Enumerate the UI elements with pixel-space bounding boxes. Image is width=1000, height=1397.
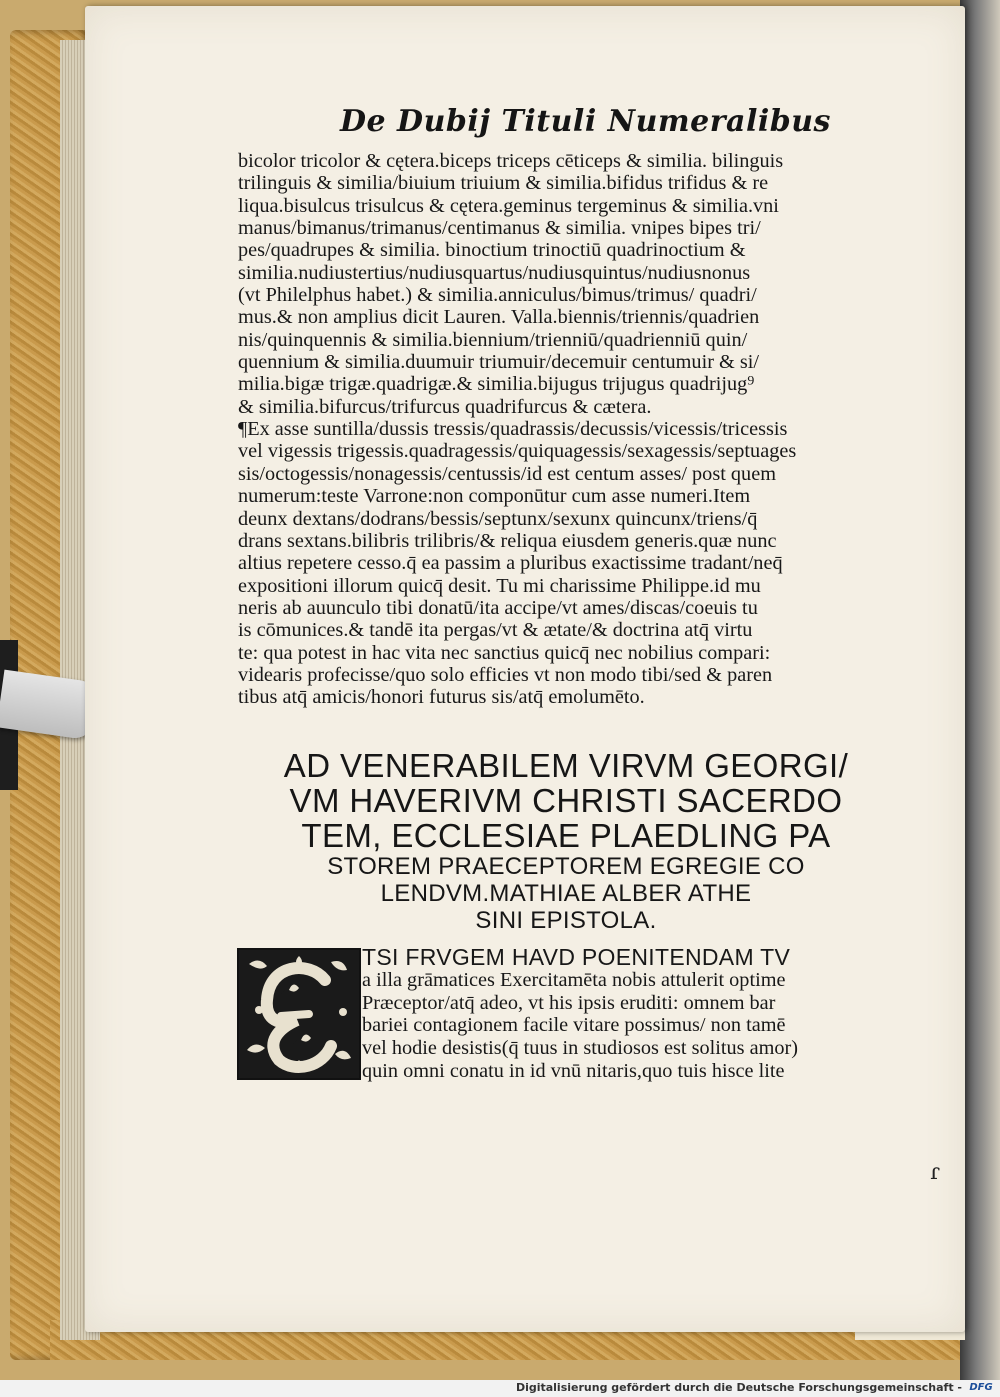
text-line: drans sextans.bilibris trilibris/& reliqua eiusdem generis.quæ nunc <box>238 529 777 552</box>
text-line: ¶Ex asse suntilla/dussis tressis/quadrassis/decussis/vicessis/tricessis <box>238 418 788 441</box>
text-line: vel hodie desistis(q̄ tuus in studiosos est solitus amor) <box>362 1037 799 1060</box>
text-line: is cōmunices.& tandē ita pergas/vt & ætate/& doctrina atq̄ virtu <box>238 619 753 642</box>
text-line: tibus atq̄ amicis/honori futurus sis/atq̄ emolumēto. <box>238 686 645 709</box>
heading-line: STOREM PRAECEPTOREM EGREGIE CO <box>327 853 805 880</box>
text-line: milia.bigæ trigæ.quadrigæ.& similia.bijugus trijugus quadrijug⁹ <box>238 373 755 396</box>
text-line: videaris profecisse/quo solo efficies vt non modo tibi/sed & paren <box>238 663 773 686</box>
text-line: sis/octogessis/nonagessis/centussis/id est centum asses/ post quem <box>238 462 776 485</box>
text-line: neris ab auunculo tibi donatū/ita accipe/vt ames/discas/coeuis tu <box>238 596 758 619</box>
floral-initial-icon <box>239 950 359 1078</box>
text-line: altius repetere cesso.q̄ ea passim a pluribus exactissime tradant/neq̄ <box>238 552 783 575</box>
footer-bar <box>0 1380 1000 1397</box>
running-head: De Dubij Tituli Numeralibus <box>340 104 831 139</box>
text-line: manus/bimanus/trimanus/centimanus & similia. vnipes bipes tri/ <box>238 217 761 240</box>
scanner-edge <box>960 0 1000 1380</box>
text-line: nis/quinquennis & similia.biennium/trienniū/quadrienniū quin/ <box>238 328 748 351</box>
heading-line: SINI EPISTOLA. <box>475 907 657 934</box>
text-line: a illa grāmatices Exercitamēta nobis attulerit optime <box>362 968 786 991</box>
text-line: & similia.bifurcus/trifurcus quadrifurcus & cætera. <box>238 395 652 418</box>
text-line: bicolor tricolor & cętera.biceps triceps cēticeps & similia. bilinguis <box>238 150 784 172</box>
heading-line: TEM, ECCLESIAE PLAEDLING PA <box>301 817 831 854</box>
text-line: similia.nudiustertius/nudiusquartus/nudiusquintus/nudiusnonus <box>238 261 751 284</box>
text-line: liqua.bisulcus trisulcus & cętera.geminus tergeminus & similia.vni <box>238 194 779 217</box>
text-line: (vt Philelphus habet.) & similia.anniculus/bimus/trimus/ quadri/ <box>238 284 757 307</box>
body-text <box>238 150 888 709</box>
heading-line: AD VENERABILEM VIRVM GEORGI/ <box>283 747 849 784</box>
heading-line: VM HAVERIVM CHRISTI SACERDO <box>289 782 843 819</box>
dfg-logo: DFG <box>969 1382 993 1393</box>
text-line: deunx dextans/dodrans/bessis/septunx/sexunx quincunx/triens/q̄ <box>238 507 758 530</box>
text-line: pes/quadrupes & similia. binoctium trinoctiū quadrinoctium & <box>238 239 746 262</box>
text-line: quin omni conatu in id vnū nitaris,quo tuis hisce lite <box>362 1059 785 1082</box>
decorated-initial-e <box>237 948 361 1080</box>
text-line: mus.& non amplius dicit Lauren. Valla.biennis/triennis/quadrien <box>238 306 760 329</box>
funding-credit: Digitalisierung gefördert durch die Deutsche Forschungsgemeinschaft - <box>515 1381 962 1394</box>
text-line: TSI FRVGEM HAVD POENITENDAM TV <box>362 944 791 970</box>
heading-line: LENDVM.MATHIAE ALBER ATHE <box>380 880 752 907</box>
text-line: numerum:teste Varrone:non componūtur cum asse numeri.Item <box>238 485 751 508</box>
text-line: expositioni illorum quicq̄ desit. Tu mi charissime Philippe.id mu <box>238 574 761 597</box>
letter-opening-text <box>362 946 882 1083</box>
text-line: Præceptor/atq̄ adeo, vt his ipsis eruditi: omnem bar <box>362 991 776 1014</box>
letter-heading <box>236 748 896 934</box>
text-line: trilinguis & similia/biuium triuium & similia.bifidus trifidus & re <box>238 172 769 195</box>
text-line: quennium & similia.duumuir triumuir/decemuir centumuir & si/ <box>238 351 760 374</box>
text-line: te: qua potest in hac vita nec sanctius quicq̄ nec nobilius compari: <box>238 641 771 664</box>
text-line: bariei contagionem facile vitare possimus/ non tamē <box>362 1014 786 1037</box>
text-line: vel vigessis trigessis.quadragessis/quiquagessis/sexagessis/septuages <box>238 440 797 463</box>
page-mark: ɾ <box>930 1160 940 1185</box>
page-holder-tab <box>0 670 99 741</box>
